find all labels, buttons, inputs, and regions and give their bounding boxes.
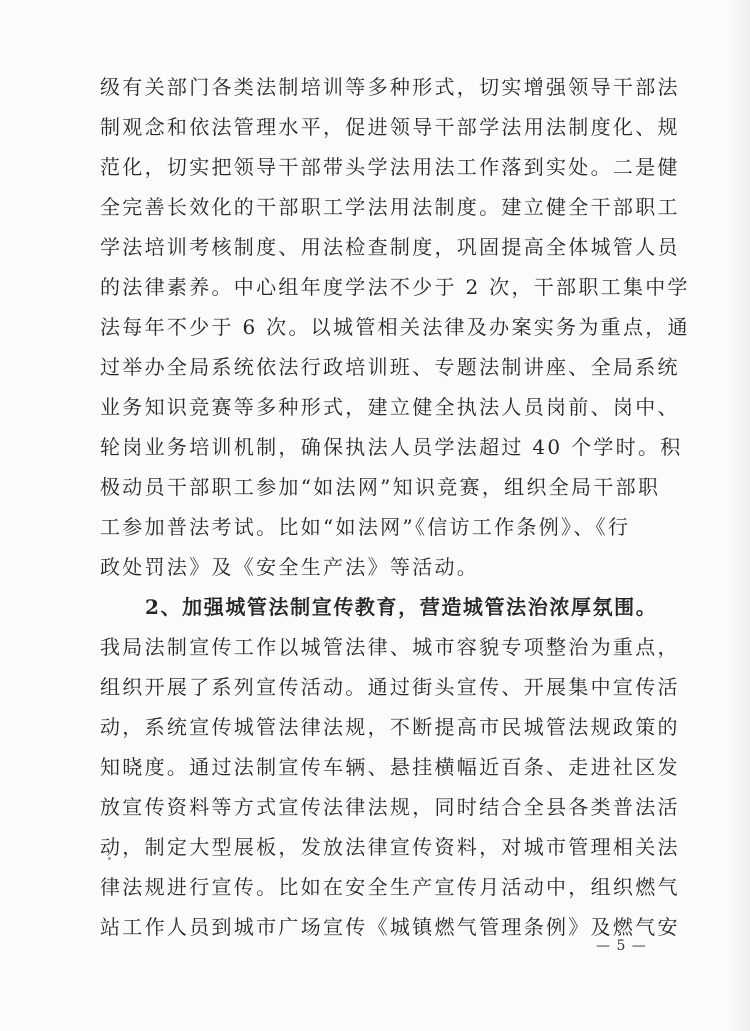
text-line: 轮岗业务培训机制，确保执法人员学法超过 40 个学时。积 [100, 435, 683, 459]
text-line: 范化，切实把领导干部带头学法用法工作落到实处。二是健 [100, 155, 680, 179]
text-line: 工参加普法考试。比如“如法网”《信访工作条例》、《行 [100, 515, 631, 539]
text-line: 业务知识竞赛等多种形式，建立健全执法人员岗前、岗中、 [100, 395, 680, 419]
text-line: 动，系统宣传城管法律法规，不断提高市民城管法规政策的 [100, 715, 680, 739]
text-line: 政处罚法》及《安全生产法》等活动。 [100, 555, 480, 579]
text-line: 我局法制宣传工作以城管法律、城市容貌专项整治为重点， [100, 635, 680, 659]
text-line: 组织开展了系列宣传活动。通过街头宣传、开展集中宣传活 [100, 675, 680, 699]
text-line: 动，制定大型展板，发放法律宣传资料，对城市管理相关法 [100, 835, 680, 859]
text-line: 知晓度。通过法制宣传车辆、悬挂横幅近百条、走进社区发 [100, 755, 680, 779]
text-line: 法每年不少于 6 次。以城管相关法律及办案实务为重点，通 [100, 315, 690, 339]
text-line: 律法规进行宣传。比如在安全生产宣传月活动中，组织燃气 [100, 875, 680, 899]
text-line: 的法律素养。中心组年度学法不少于 2 次，干部职工集中学 [100, 275, 690, 299]
section-heading: 2、加强城管法制宣传教育，营造城管法治浓厚氛围。 [145, 595, 658, 619]
text-line: 极动员干部职工参加“如法网”知识竞赛，组织全局干部职 [100, 475, 661, 499]
text-line: 制观念和依法管理水平，促进领导干部学法用法制度化、规 [100, 115, 680, 139]
page-number: — 5 — [596, 938, 647, 954]
text-line: 过举办全局系统依法行政培训班、专题法制讲座、全局系统 [100, 355, 680, 379]
text-line: 全完善长效化的干部职工学法用法制度。建立健全干部职工 [100, 195, 680, 219]
text-line: 学法培训考核制度、用法检查制度，巩固提高全体城管人员 [100, 235, 680, 259]
text-line: 级有关部门各类法制培训等多种形式，切实增强领导干部法 [100, 75, 680, 99]
text-line: 放宣传资料等方式宣传法律法规，同时结合全县各类普法活 [100, 795, 680, 819]
text-line: 站工作人员到城市广场宣传《城镇燃气管理条例》及燃气安 [100, 915, 680, 939]
